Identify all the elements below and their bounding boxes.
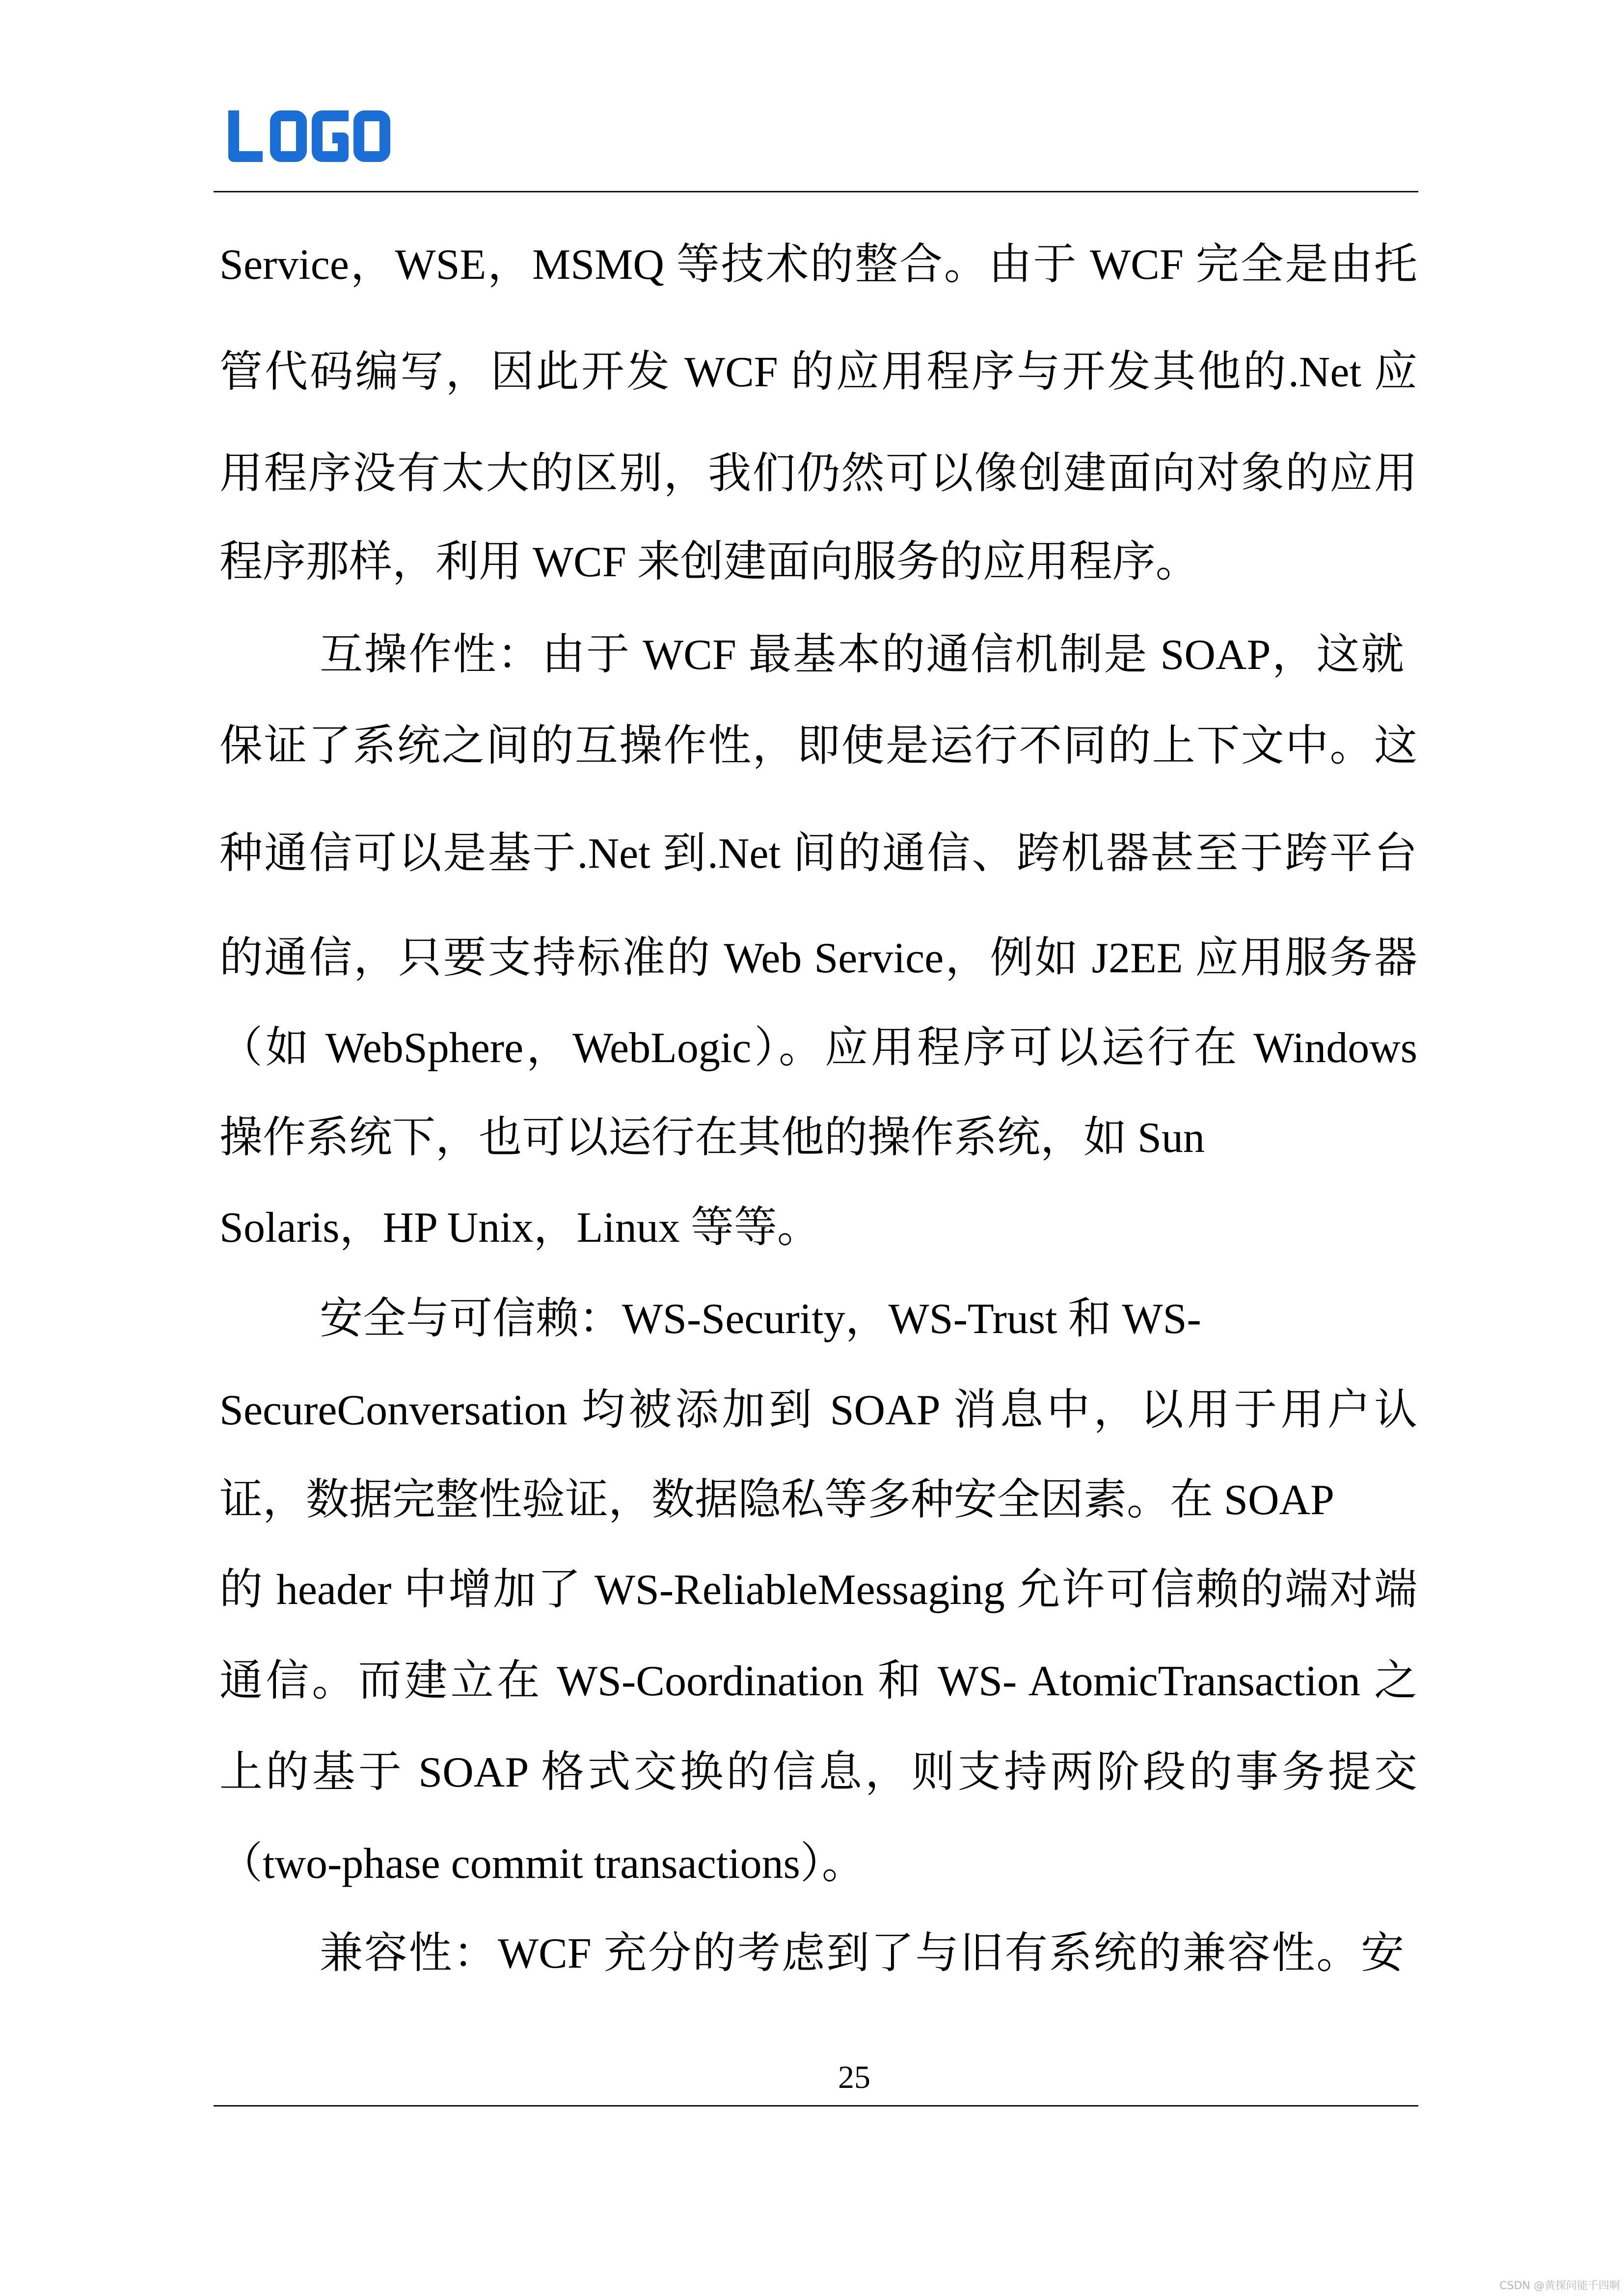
page-number: 25 — [838, 2059, 870, 2095]
text-line: 的 header 中增加了 WS-ReliableMessaging 允许可信赖的端对端 — [219, 1566, 1417, 1614]
text-line: 兼容性：WCF 充分的考虑到了与旧有系统的兼容性。安 — [320, 1930, 1404, 1977]
logo — [228, 110, 390, 162]
header-rule — [214, 191, 1418, 192]
watermark: CSDN @黄探问能千四啊 — [1499, 2280, 1620, 2292]
text-line: 互操作性：由于 WCF 最基本的通信机制是 SOAP，这就 — [320, 631, 1404, 679]
text-line: 保证了系统之间的互操作性，即使是运行不同的上下文中。这 — [219, 722, 1417, 770]
logo-mark-icon — [228, 110, 390, 162]
text-line: Solaris，HP Unix，Linux 等等。 — [219, 1204, 820, 1252]
text-line: （如 WebSphere，WebLogic）。应用程序可以运行在 Windows — [219, 1024, 1417, 1072]
text-line: 管代码编写，因此开发 WCF 的应用程序与开发其他的.Net 应 — [219, 348, 1417, 396]
text-line: 上的基于 SOAP 格式交换的信息，则支持两阶段的事务提交 — [219, 1749, 1417, 1796]
text-line: 证，数据完整性验证，数据隐私等多种安全因素。在 SOAP — [219, 1476, 1334, 1524]
text-line: 用程序没有太大的区别，我们仍然可以像创建面向对象的应用 — [219, 450, 1417, 498]
text-line: 的通信，只要支持标准的 Web Service，例如 J2EE 应用服务器 — [219, 934, 1417, 982]
text-line: 操作系统下，也可以运行在其他的操作系统，如 Sun — [219, 1114, 1205, 1162]
text-line: 种通信可以是基于.Net 到.Net 间的通信、跨机器甚至于跨平台 — [219, 830, 1417, 878]
text-line: （two-phase commit transactions）。 — [219, 1840, 865, 1888]
text-line: Service，WSE，MSMQ 等技术的整合。由于 WCF 完全是由托 — [219, 241, 1417, 289]
text-line: 程序那样，利用 WCF 来创建面向服务的应用程序。 — [219, 538, 1199, 586]
text-line: 通信。而建立在 WS-Coordination 和 WS- AtomicTransaction 之 — [219, 1657, 1417, 1705]
text-line: SecureConversation 均被添加到 SOAP 消息中，以用于用户认 — [219, 1387, 1417, 1434]
text-line: 安全与可信赖：WS-Security，WS-Trust 和 WS- — [320, 1295, 1201, 1343]
footer-rule — [214, 2105, 1418, 2107]
